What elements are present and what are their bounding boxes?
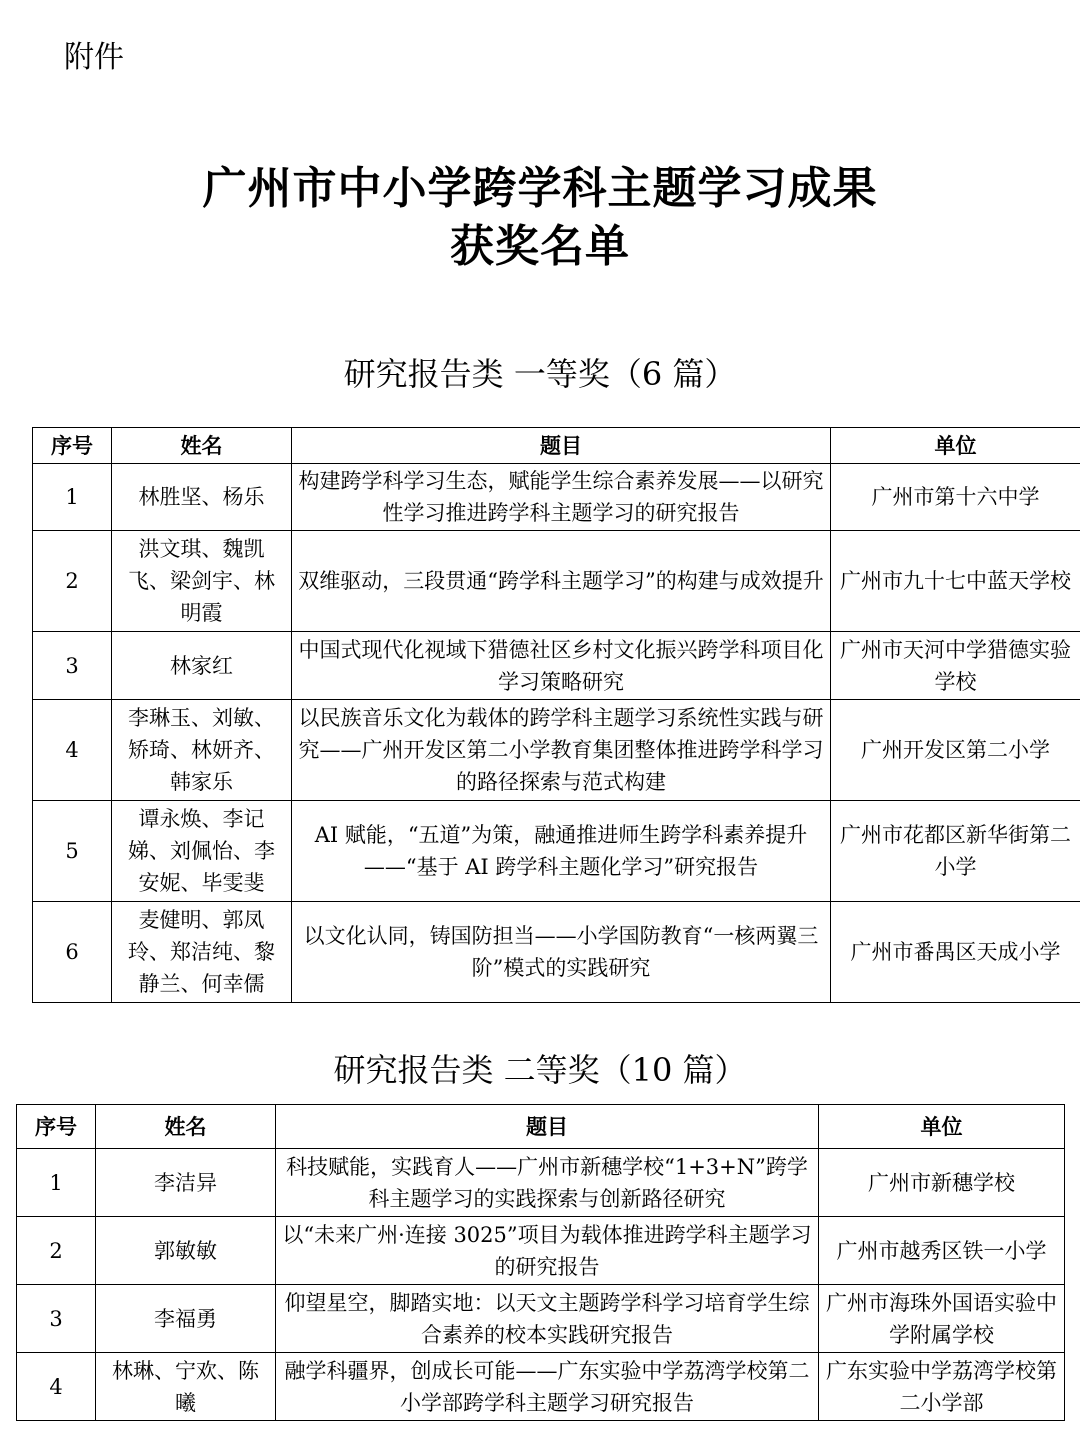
row-name: 林胜坚、杨乐	[112, 464, 292, 531]
row-name: 李琳玉、刘敏、矫琦、林妍齐、韩家乐	[112, 700, 292, 801]
header-topic: 题目	[292, 428, 831, 464]
row-index: 2	[17, 1217, 96, 1285]
row-index: 2	[33, 531, 112, 632]
table-row	[17, 1149, 1065, 1217]
table-header-row	[17, 1105, 1065, 1149]
row-topic: 以文化认同，铸国防担当——小学国防教育“一核两翼三阶”模式的实践研究	[292, 902, 831, 1003]
row-name: 林家红	[112, 632, 292, 700]
row-unit: 广州市新穗学校	[819, 1149, 1065, 1217]
second-prize-table	[16, 1104, 1065, 1421]
row-topic: 以民族音乐文化为载体的跨学科主题学习系统性实践与研究——广州开发区第二小学教育集团整体推进跨学科学习的路径探索与范式构建	[292, 700, 831, 801]
row-topic: 双维驱动，三段贯通“跨学科主题学习”的构建与成效提升	[292, 531, 831, 632]
row-unit: 广州市海珠外国语实验中学附属学校	[819, 1285, 1065, 1353]
row-unit: 广州市越秀区铁一小学	[819, 1217, 1065, 1285]
row-unit: 广州市番禺区天成小学	[831, 902, 1080, 1003]
row-topic: 仰望星空，脚踏实地：以天文主题跨学科学习培育学生综合素养的校本实践研究报告	[276, 1285, 819, 1353]
row-topic: 中国式现代化视域下猎德社区乡村文化振兴跨学科项目化学习策略研究	[292, 632, 831, 700]
table-row	[33, 531, 1080, 632]
header-index: 序号	[17, 1105, 96, 1149]
row-name: 谭永焕、李记娣、刘佩怡、李安妮、毕雯斐	[112, 801, 292, 902]
row-index: 5	[33, 801, 112, 902]
row-name: 麦健明、郭凤玲、郑洁纯、黎静兰、何幸儒	[112, 902, 292, 1003]
row-topic: 科技赋能，实践育人——广州市新穗学校“1+3+N”跨学科主题学习的实践探索与创新路径研究	[276, 1149, 819, 1217]
row-name: 李福勇	[96, 1285, 276, 1353]
table-row	[33, 801, 1080, 902]
row-name: 李洁异	[96, 1149, 276, 1217]
row-topic: AI 赋能，“五道”为策，融通推进师生跨学科素养提升——“基于 AI 跨学科主题化学习”研究报告	[292, 801, 831, 902]
attachment-label: 附件	[64, 40, 124, 75]
row-index: 3	[17, 1285, 96, 1353]
document-title: 广州市中小学跨学科主题学习成果	[202, 163, 878, 214]
table-row	[17, 1353, 1065, 1421]
header-unit: 单位	[819, 1105, 1065, 1149]
row-index: 6	[33, 902, 112, 1003]
table-header-row	[33, 428, 1080, 464]
table-row	[33, 902, 1080, 1003]
header-name: 姓名	[96, 1105, 276, 1149]
header-name: 姓名	[112, 428, 292, 464]
row-topic: 以“未来广州·连接 3025”项目为载体推进跨学科主题学习的研究报告	[276, 1217, 819, 1285]
section-title-second-prize: 研究报告类 二等奖（10 篇）	[333, 1051, 747, 1089]
row-index: 1	[33, 464, 112, 531]
header-topic: 题目	[276, 1105, 819, 1149]
row-unit: 广州开发区第二小学	[831, 700, 1080, 801]
row-name: 林琳、宁欢、陈曦	[96, 1353, 276, 1421]
table-row	[33, 464, 1080, 531]
row-unit: 广州市天河中学猎德实验学校	[831, 632, 1080, 700]
row-index: 4	[33, 700, 112, 801]
row-index: 4	[17, 1353, 96, 1421]
row-unit: 广州市花都区新华街第二小学	[831, 801, 1080, 902]
header-index: 序号	[33, 428, 112, 464]
document-subtitle: 获奖名单	[450, 221, 630, 272]
table-row	[33, 632, 1080, 700]
row-topic: 构建跨学科学习生态，赋能学生综合素养发展——以研究性学习推进跨学科主题学习的研究报告	[292, 464, 831, 531]
section-title-first-prize: 研究报告类 一等奖（6 篇）	[343, 355, 737, 393]
row-topic: 融学科疆界，创成长可能——广东实验中学荔湾学校第二小学部跨学科主题学习研究报告	[276, 1353, 819, 1421]
row-unit: 广东实验中学荔湾学校第二小学部	[819, 1353, 1065, 1421]
row-unit: 广州市第十六中学	[831, 464, 1080, 531]
table-row	[17, 1285, 1065, 1353]
row-index: 3	[33, 632, 112, 700]
table-row	[33, 700, 1080, 801]
first-prize-table	[32, 427, 1080, 1003]
row-unit: 广州市九十七中蓝天学校	[831, 531, 1080, 632]
row-name: 郭敏敏	[96, 1217, 276, 1285]
row-index: 1	[17, 1149, 96, 1217]
header-unit: 单位	[831, 428, 1080, 464]
table-row	[17, 1217, 1065, 1285]
row-name: 洪文琪、魏凯飞、梁剑宇、林明霞	[112, 531, 292, 632]
